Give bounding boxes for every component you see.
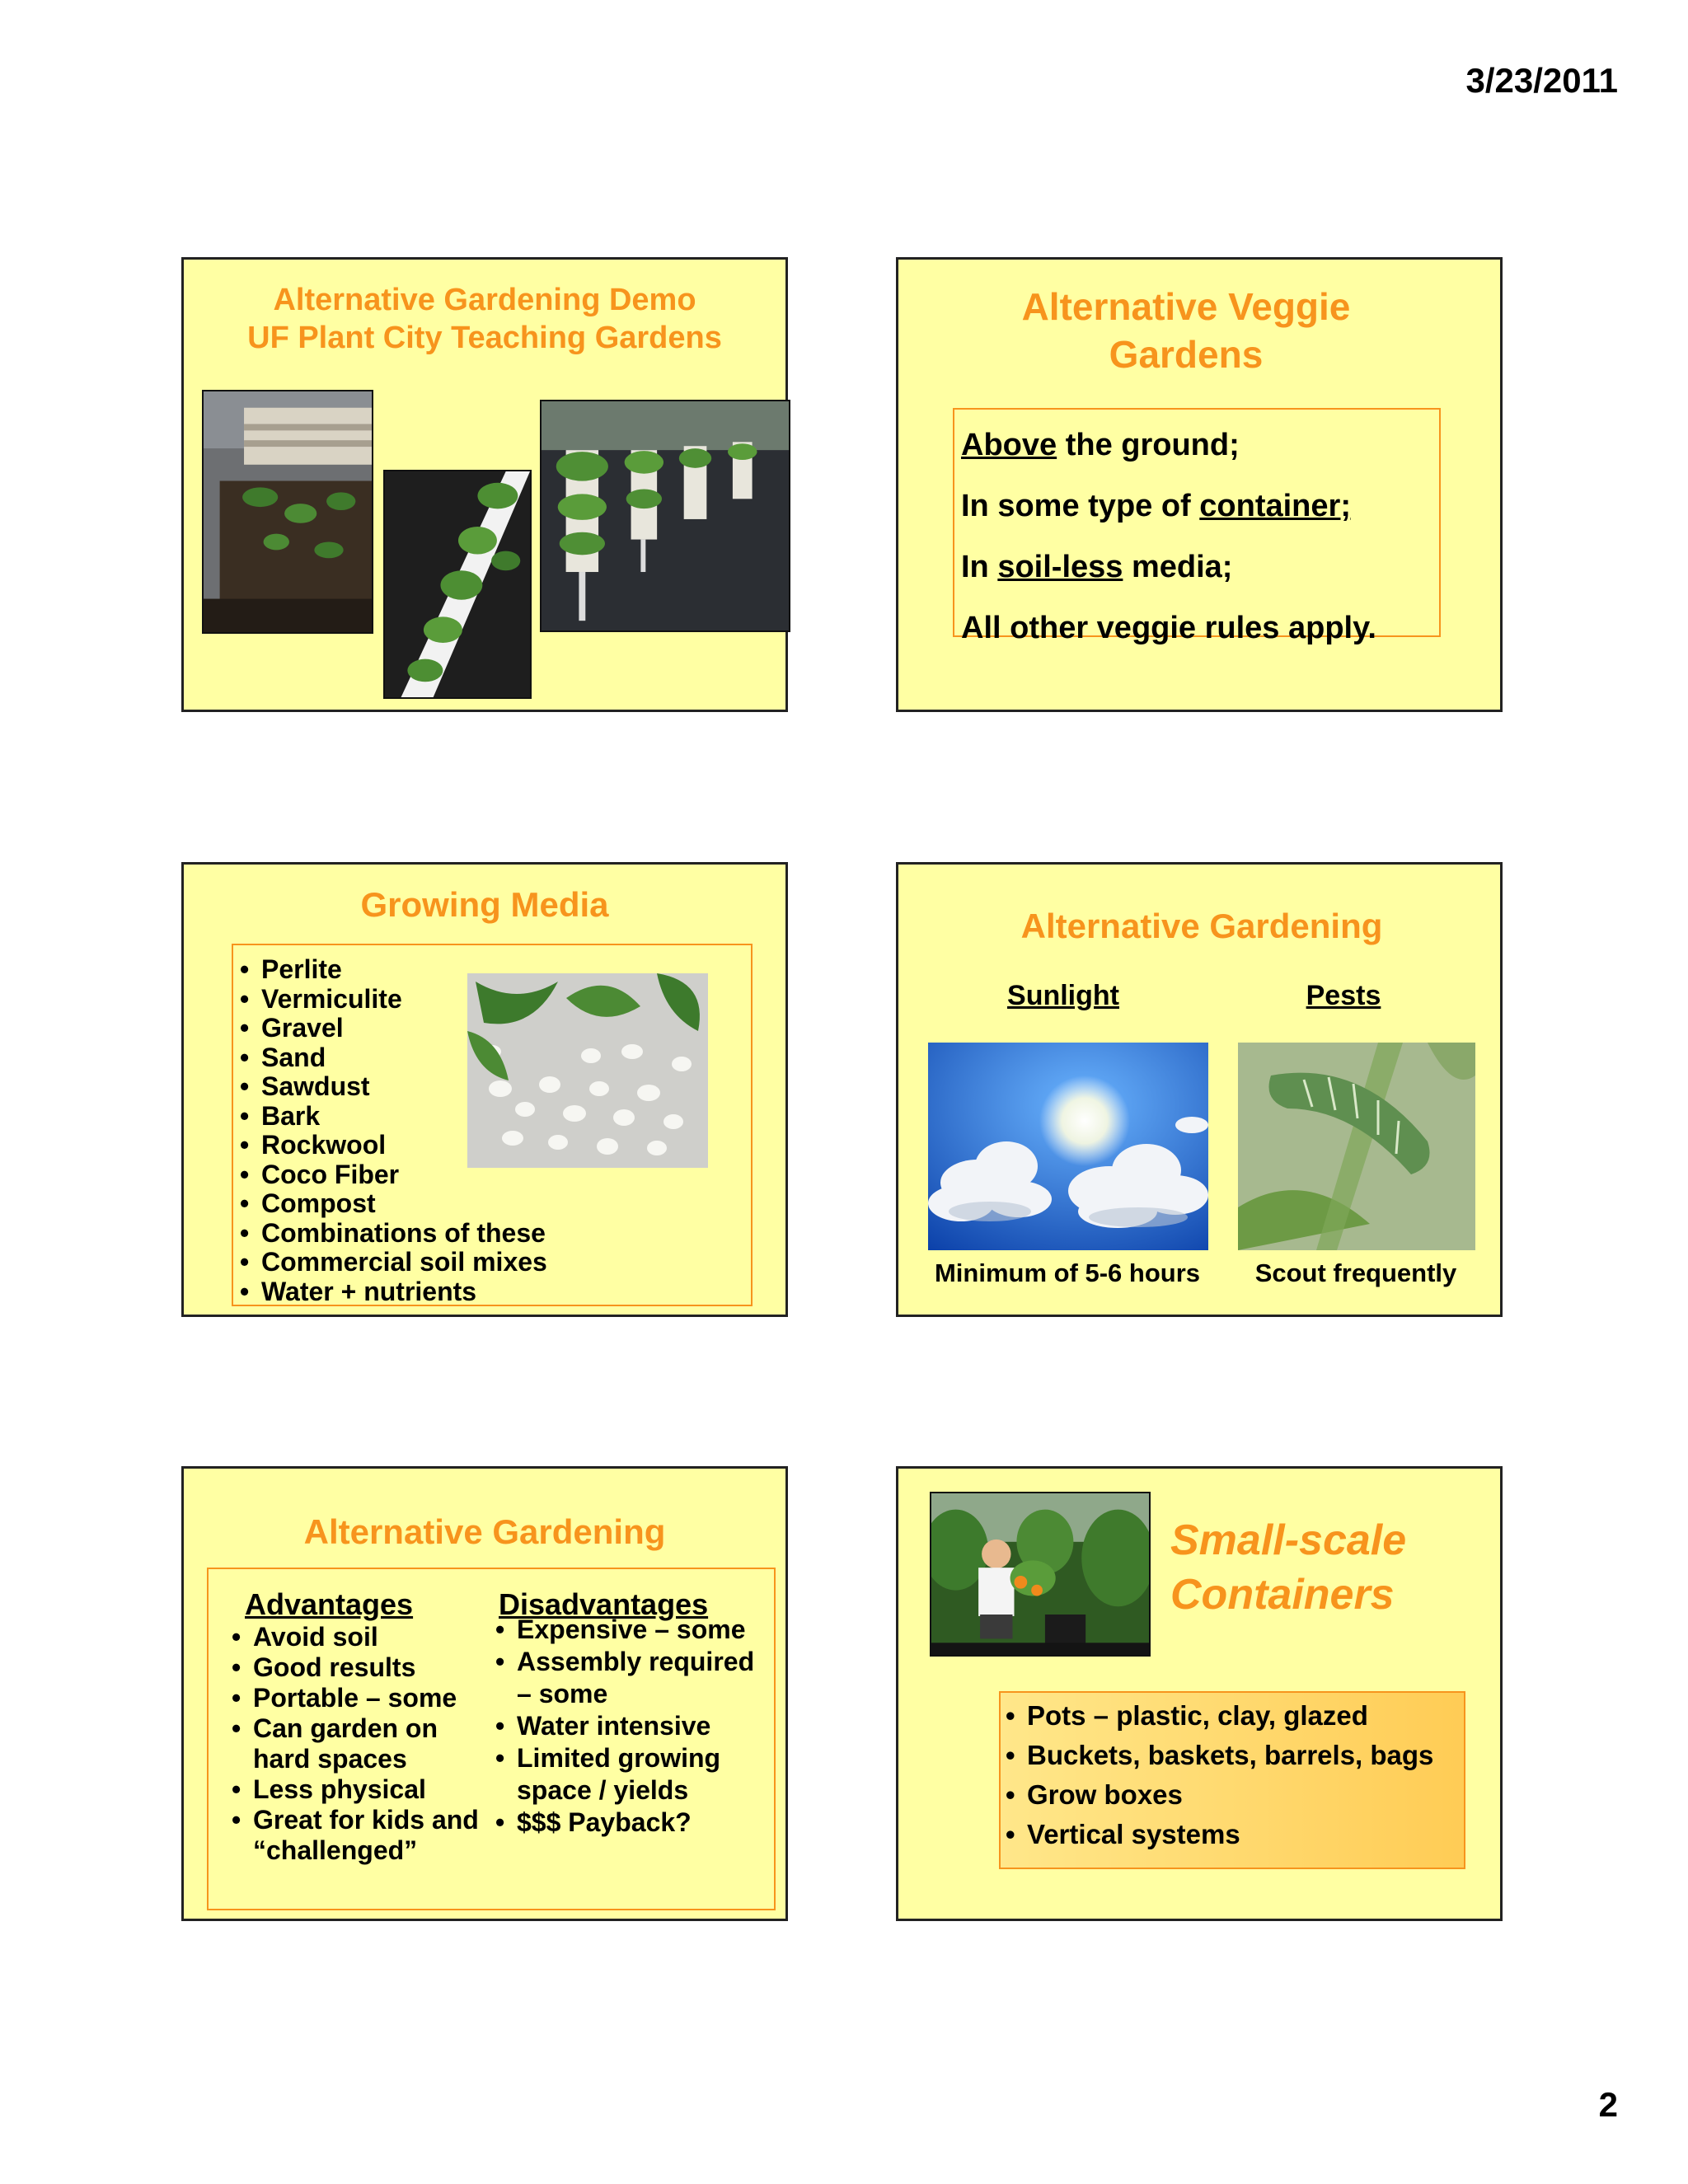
advantage-item: • Avoid soil xyxy=(228,1622,479,1652)
disadvantage-item: • Water intensive xyxy=(492,1710,754,1742)
slide-gardening-demo xyxy=(181,257,788,712)
media-item: • Gravel xyxy=(237,1014,547,1043)
slide-alternative-gardening-sunlight-pests xyxy=(896,862,1503,1317)
media-item: • Perlite xyxy=(237,955,547,985)
media-item: • Bark xyxy=(237,1102,547,1132)
sunlight-caption: Minimum of 5-6 hours xyxy=(934,1258,1201,1287)
container-types-box xyxy=(999,1691,1465,1869)
page-number: 2 xyxy=(1598,2085,1618,2124)
slide-title: Small-scale Containers xyxy=(1170,1516,1407,1619)
criteria-line-3: In soil-less media; xyxy=(961,550,1233,584)
media-item: • Commercial soil mixes xyxy=(237,1248,547,1277)
advantages-list xyxy=(228,1622,479,1866)
container-type-item: • Pots – plastic, clay, glazed xyxy=(1002,1696,1433,1736)
pvc-pipe-planter-photo xyxy=(383,470,532,699)
disadvantage-item: • Expensive – some xyxy=(492,1614,754,1646)
hornworm-pest-photo xyxy=(1238,1043,1475,1250)
slide-title: Alternative Veggie Gardens xyxy=(1021,285,1351,376)
slide-growing-media xyxy=(181,862,788,1317)
media-item: • Sawdust xyxy=(237,1072,547,1102)
slide-alternative-gardening-pros-cons xyxy=(181,1466,788,1921)
criteria-line-4: All other veggie rules apply. xyxy=(961,611,1376,645)
sunlight-heading: Sunlight xyxy=(1007,980,1119,1011)
container-types-list xyxy=(1002,1696,1433,1854)
pros-cons-box xyxy=(207,1568,776,1910)
disadvantage-item: • Assembly required – some xyxy=(492,1646,754,1710)
raised-bed-photo xyxy=(202,390,373,634)
criteria-line-1: Above the ground; xyxy=(961,428,1240,462)
pests-heading: Pests xyxy=(1306,980,1381,1011)
disadvantages-heading: Disadvantages xyxy=(499,1587,709,1621)
header-date: 3/23/2011 xyxy=(1465,61,1618,100)
slide-title: Growing Media xyxy=(360,885,609,924)
pests-caption: Scout frequently xyxy=(1254,1258,1457,1287)
container-type-item: • Vertical systems xyxy=(1002,1815,1433,1854)
media-item: • Compost xyxy=(237,1189,547,1219)
media-item: • Sand xyxy=(237,1043,547,1073)
sun-sky-photo xyxy=(928,1043,1208,1250)
slide-title: Alternative Gardening xyxy=(1020,907,1383,945)
criteria-box xyxy=(953,408,1441,645)
slide-small-scale-containers xyxy=(896,1466,1503,1921)
advantages-heading: Advantages xyxy=(245,1587,414,1621)
gardener-containers-photo xyxy=(930,1492,1151,1657)
advantage-item: • Portable – some xyxy=(228,1683,479,1713)
slide-title: Alternative Gardening Demo UF Plant City Teaching Gardens xyxy=(247,283,722,355)
advantage-item: • Great for kids and “challenged” xyxy=(228,1805,479,1866)
media-item: • Vermiculite xyxy=(237,985,547,1015)
disadvantage-item: • $$$ Payback? xyxy=(492,1807,754,1839)
media-item: • Water + nutrients xyxy=(237,1277,547,1307)
vertical-tower-photo xyxy=(540,400,790,632)
media-item: • Coco Fiber xyxy=(237,1160,547,1190)
advantage-item: • Can garden on hard spaces xyxy=(228,1713,479,1774)
slide-alternative-veggie-gardens xyxy=(896,257,1503,712)
slide-title: Alternative Gardening xyxy=(303,1512,666,1551)
disadvantages-list xyxy=(492,1614,754,1839)
disadvantage-item: • Limited growing space / yields xyxy=(492,1742,754,1807)
container-type-item: • Grow boxes xyxy=(1002,1775,1433,1815)
criteria-line-2: In some type of container; xyxy=(961,489,1351,523)
media-item: • Combinations of these xyxy=(237,1219,547,1249)
advantage-item: • Good results xyxy=(228,1652,479,1683)
container-type-item: • Buckets, baskets, barrels, bags xyxy=(1002,1736,1433,1775)
media-item: • Rockwool xyxy=(237,1131,547,1160)
advantage-item: • Less physical xyxy=(228,1774,479,1805)
perlite-photo xyxy=(467,973,708,1168)
media-box xyxy=(232,944,753,1306)
